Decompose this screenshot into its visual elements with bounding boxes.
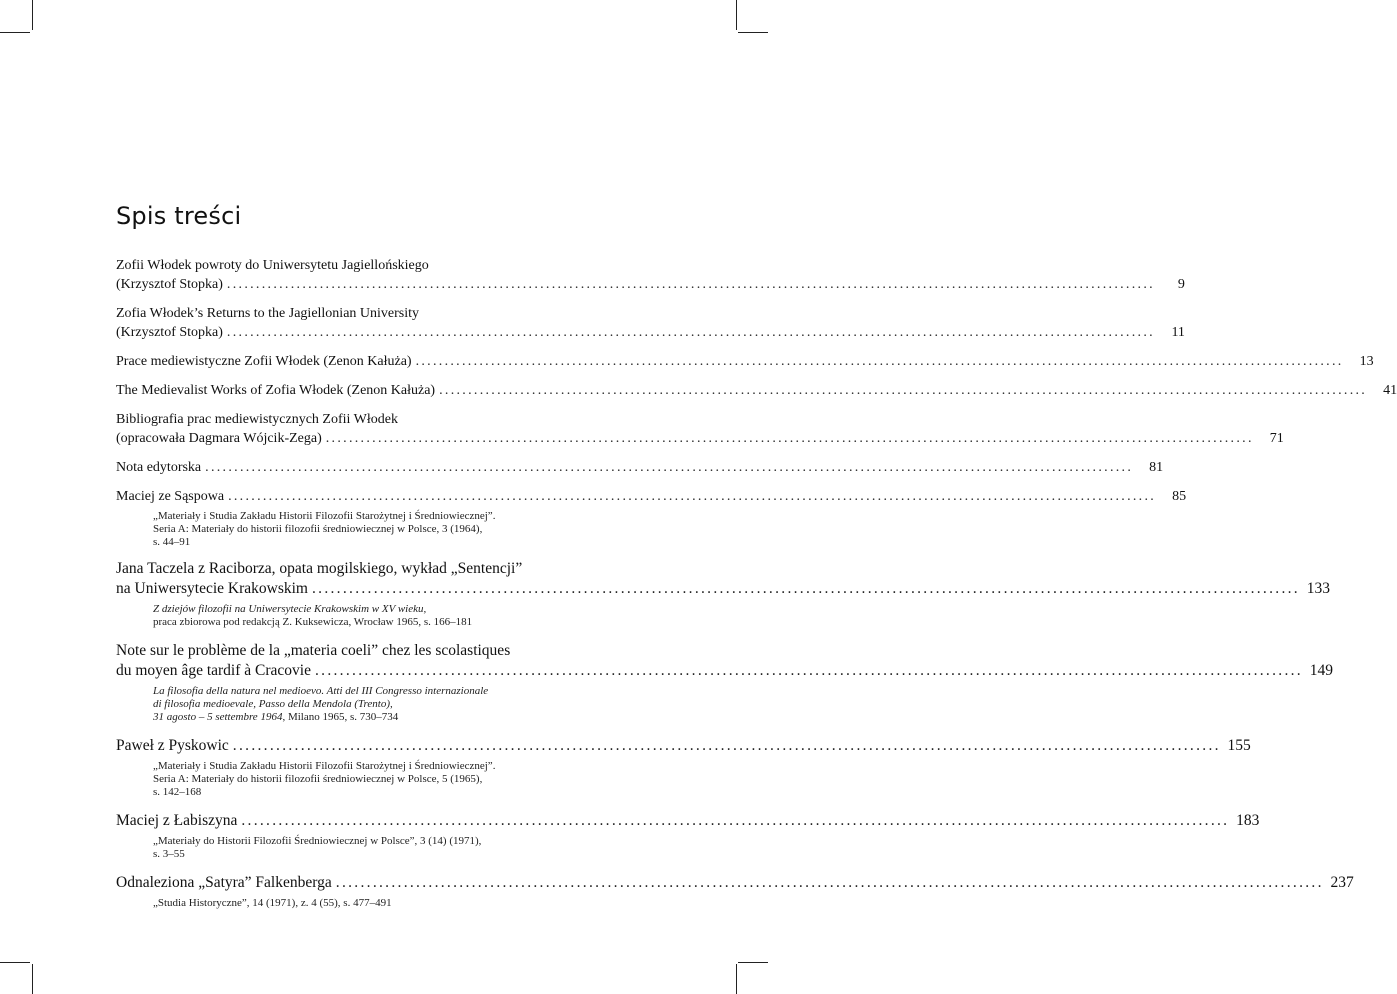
note-line: s. 142–168 — [153, 786, 202, 798]
toc-entry[interactable] — [116, 487, 1187, 549]
toc-entry[interactable] — [116, 256, 1185, 294]
crop-mark-right-top — [738, 32, 768, 33]
leader-dots: ................................................................................................................................................................ — [335, 874, 1324, 891]
toc-entry[interactable] — [116, 641, 1333, 724]
note-line: s. 44–91 — [153, 536, 191, 548]
note-line: di filosofia medioevale, Passo della Mendola (Trento), — [153, 698, 393, 710]
source-note — [153, 835, 628, 861]
note-line: Seria A: Materiały do historii filozofii średniowiecznej w Polsce, 5 (1965), — [153, 773, 483, 785]
entry-title-line: (opracowała Dagmara Wójcik-Zega) — [116, 431, 322, 446]
note-line: Z dziejów filozofii na Uniwersytecie Krakowskim w XV wieku, — [153, 603, 427, 615]
note-line — [153, 711, 628, 724]
toc-entry[interactable] — [116, 458, 1164, 477]
leader-dots: ................................................................................................................................................................ — [232, 737, 1221, 754]
source-note — [153, 603, 628, 629]
page-number: 71 — [1269, 431, 1284, 446]
leader-dots: ................................................................................................................................................................ — [228, 489, 1157, 504]
note-line: „Studia Historyczne”, 14 (1971), z. 4 (55), s. 477–491 — [153, 897, 392, 909]
page-number: 237 — [1330, 874, 1354, 891]
crop-mark-bottom-left — [32, 964, 33, 994]
page-number: 183 — [1236, 812, 1260, 829]
source-note — [153, 510, 628, 549]
toc-entry[interactable] — [116, 559, 1330, 629]
page-number: 155 — [1227, 737, 1251, 754]
toc-entry[interactable] — [116, 381, 1397, 400]
page-number: 13 — [1359, 354, 1374, 369]
note-tail: , Milano 1965, s. 730–734 — [282, 711, 399, 723]
note-line: praca zbiorowa pod redakcją Z. Kuksewicza, Wrocław 1965, s. 166–181 — [153, 616, 473, 628]
toc-entry[interactable] — [116, 811, 1260, 861]
note-line: La filosofia della natura nel medioevo. Atti del III Congresso internazionale — [153, 685, 489, 697]
leader-dots: ................................................................................................................................................................ — [325, 431, 1254, 446]
note-line: „Materiały i Studia Zakładu Historii Filozofii Starożytnej i Średniowiecznej”. — [153, 510, 496, 522]
leader-dots: ................................................................................................................................................................ — [241, 812, 1230, 829]
crop-mark-bottom-right — [736, 964, 737, 994]
entry-title-line: Maciej z Łabiszyna — [116, 812, 238, 829]
toc-entry[interactable] — [116, 736, 1251, 799]
entry-title-line: Zofia Włodek’s Returns to the Jagiellonian University — [116, 306, 420, 321]
toc-entry[interactable] — [116, 304, 1185, 342]
source-note — [153, 897, 628, 910]
leader-dots: ................................................................................................................................................................ — [226, 325, 1155, 340]
entry-title-line: Prace mediewistyczne Zofii Włodek (Zenon Kałuża) — [116, 354, 412, 369]
page-number: 41 — [1383, 383, 1397, 398]
entry-title-line: Odnaleziona „Satyra” Falkenberga — [116, 874, 332, 891]
entry-title-line: Zofii Włodek powroty do Uniwersytetu Jagiellońskiego — [116, 258, 429, 273]
entry-title-line: (Krzysztof Stopka) — [116, 325, 223, 340]
note-line: Seria A: Materiały do historii filozofii średniowiecznej w Polsce, 3 (1964), — [153, 523, 483, 535]
crop-mark-top-right — [736, 0, 737, 30]
page-number: 81 — [1149, 460, 1164, 475]
entry-title-line: du moyen âge tardif à Cracovie — [116, 662, 311, 679]
crop-mark-right-bottom — [738, 962, 768, 963]
entry-title-line: Jana Taczela z Raciborza, opata mogilskiego, wykład „Sentencji” — [116, 560, 523, 577]
note-italic-part: 31 agosto – 5 settembre 1964 — [153, 711, 283, 723]
toc-entry[interactable] — [116, 410, 1284, 448]
crop-mark-left-top — [0, 32, 30, 33]
note-line: „Materiały i Studia Zakładu Historii Filozofii Starożytnej i Średniowiecznej”. — [153, 760, 496, 772]
leader-dots: ................................................................................................................................................................ — [415, 354, 1344, 369]
entry-title-line: Bibliografia prac mediewistycznych Zofii Włodek — [116, 412, 398, 427]
toc-entry[interactable] — [116, 352, 1374, 371]
entry-title-line: Nota edytorska — [116, 460, 202, 475]
toc-entry[interactable] — [116, 873, 1354, 910]
entry-title-line: (Krzysztof Stopka) — [116, 277, 223, 292]
entry-title-line: Maciej ze Sąspowa — [116, 489, 225, 504]
page-number: 11 — [1171, 325, 1185, 340]
crop-mark-top-left — [32, 0, 33, 30]
entry-title-line: Paweł z Pyskowic — [116, 737, 229, 754]
note-line: s. 3–55 — [153, 848, 185, 860]
entry-title-line: Note sur le problème de la „materia coeli” chez les scolastiques — [116, 642, 511, 659]
leader-dots: ................................................................................................................................................................ — [226, 277, 1155, 292]
page-number: 9 — [1177, 277, 1185, 292]
page-number: 149 — [1309, 662, 1333, 679]
entry-title-line: The Medievalist Works of Zofia Włodek (Zenon Kałuża) — [116, 383, 436, 398]
crop-mark-left-bottom — [0, 962, 30, 963]
note-line: „Materiały do Historii Filozofii Średniowiecznej w Polsce”, 3 (14) (1971), — [153, 835, 482, 847]
leader-dots: ................................................................................................................................................................ — [311, 580, 1300, 597]
source-note — [153, 685, 628, 724]
page-title: Spis treści — [116, 202, 242, 230]
leader-dots: ................................................................................................................................................................ — [205, 460, 1134, 475]
page-number: 85 — [1172, 489, 1187, 504]
leader-dots: ................................................................................................................................................................ — [439, 383, 1368, 398]
leader-dots: ................................................................................................................................................................ — [314, 662, 1303, 679]
entry-title-line: na Uniwersytecie Krakowskim — [116, 580, 308, 597]
table-of-contents — [116, 256, 1397, 922]
page-number: 133 — [1306, 580, 1330, 597]
source-note — [153, 760, 628, 799]
